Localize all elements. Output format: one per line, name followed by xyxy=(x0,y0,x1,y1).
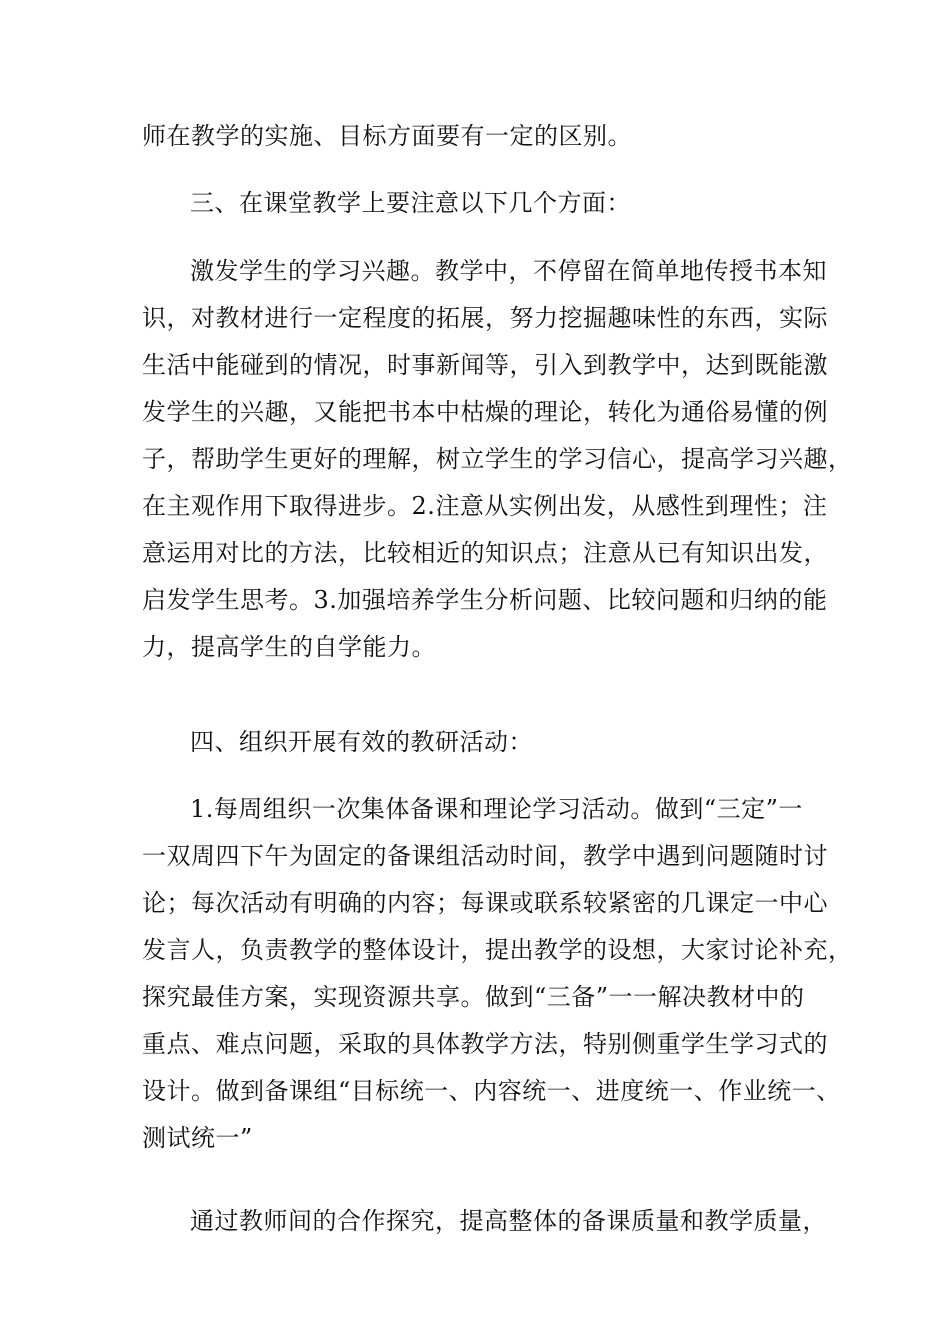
text-line: 四、组织开展有效的教研活动： xyxy=(190,728,533,756)
section-heading-3 xyxy=(142,180,814,227)
text-line: 通过教师间的合作探究，提高整体的备课质量和教学质量， xyxy=(190,1207,827,1235)
text-line: 重点、难点问题，采取的具体教学方法，特别侧重学生学习式的 xyxy=(142,1030,828,1058)
text-line: 发言人，负责教学的整体设计，提出教学的设想，大家讨论补充， xyxy=(142,936,853,964)
text-line: 子，帮助学生更好的理解，树立学生的学习信心，提高学习兴趣， xyxy=(142,445,853,473)
section-heading-4 xyxy=(142,719,814,766)
text-line: 1.每周组织一次集体备课和理论学习活动。做到“三定”一 xyxy=(190,795,803,823)
text-line: 三、在课堂教学上要注意以下几个方面： xyxy=(190,189,631,217)
text-line: 力，提高学生的自学能力。 xyxy=(142,633,436,661)
text-line: 生活中能碰到的情况，时事新闻等，引入到教学中，达到既能激 xyxy=(142,351,828,379)
text-line: 启发学生思考。3.加强培养学生分析问题、比较问题和归纳的能 xyxy=(142,586,828,614)
text-line: 激发学生的学习兴趣。教学中，不停留在简单地传授书本知 xyxy=(190,257,827,285)
text-line: 探究最佳方案，实现资源共享。做到“三备”一一解决教材中的 xyxy=(142,983,805,1011)
paragraph-3 xyxy=(142,248,853,671)
paragraph-5 xyxy=(142,786,853,1162)
text-line: 设计。做到备课组“目标统一、内容统一、进度统一、作业统一、 xyxy=(142,1077,841,1105)
paragraph-1 xyxy=(142,113,814,160)
text-line: 测试统一” xyxy=(142,1124,253,1152)
text-line: 在主观作用下取得进步。2.注意从实例出发，从感性到理性；注 xyxy=(142,492,828,520)
text-line: 师在教学的实施、目标方面要有一定的区别。 xyxy=(142,122,632,150)
paragraph-6 xyxy=(142,1198,827,1245)
text-line: 意运用对比的方法，比较相近的知识点；注意从已有知识出发， xyxy=(142,539,828,567)
text-line: 发学生的兴趣，又能把书本中枯燥的理论，转化为通俗易懂的例 xyxy=(142,398,828,426)
text-line: 论；每次活动有明确的内容；每课或联系较紧密的几课定一中心 xyxy=(142,889,828,917)
text-line: 一双周四下午为固定的备课组活动时间，教学中遇到问题随时讨 xyxy=(142,842,828,870)
text-line: 识，对教材进行一定程度的拓展，努力挖掘趣味性的东西，实际 xyxy=(142,304,828,332)
